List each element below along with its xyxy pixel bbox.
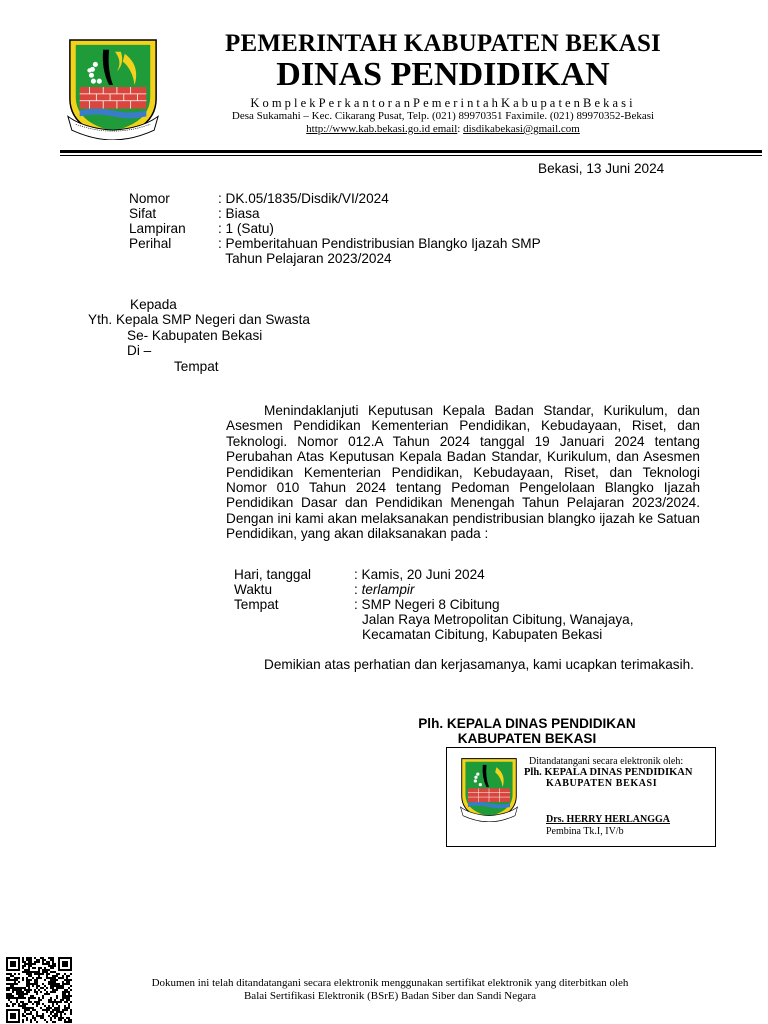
- meta-label-perihal: Perihal: [129, 236, 172, 251]
- letterhead-contact: [178, 123, 708, 135]
- recipient-se: Se- Kabupaten Bekasi: [127, 327, 263, 343]
- meta-value-perihal: : Pemberitahuan Pendistribusian Blangko Ijazah SMP: [218, 236, 541, 251]
- detail-waktu-colon: :: [354, 582, 362, 597]
- signatory-title: [392, 716, 662, 747]
- letterhead-complex: KomplekPerkantoranPemerintahKabupatenBekasi: [250, 96, 636, 110]
- letterhead-rule-thin: [60, 155, 762, 156]
- meta-label-nomor: Nomor: [129, 191, 170, 206]
- detail-label-hari-tanggal: Hari, tanggal: [234, 567, 312, 582]
- footer-certificate-line2: Balai Sertifikasi Elektronik (BSrE) Badan Siber dan Sandi Negara: [243, 990, 537, 1002]
- meta-label-lampiran: Lampiran: [129, 221, 186, 236]
- detail-label-tempat: Tempat: [234, 597, 279, 612]
- signatory-title-line1: Plh. KEPALA DINAS PENDIDIKAN: [418, 716, 636, 731]
- detail-value-waktu: [354, 582, 414, 597]
- letterhead-agency-title: DINAS PENDIDIKAN: [276, 56, 610, 93]
- recipient-yth: Yth. Kepala SMP Negeri dan Swasta: [88, 312, 310, 328]
- meta-label-sifat: Sifat: [129, 206, 157, 221]
- detail-value-tempat-district: Kecamatan Cibitung, Kabupaten Bekasi: [362, 627, 603, 642]
- qr-code-icon: [6, 957, 72, 1023]
- meta-value-perihal-cont: Tahun Pelajaran 2023/2024: [218, 251, 392, 266]
- detail-value-hari-tanggal: : Kamis, 20 Juni 2024: [354, 567, 485, 582]
- signature-position-line2: KABUPATEN BEKASI: [546, 778, 658, 789]
- detail-value-tempat: : SMP Negeri 8 Cibitung: [354, 597, 500, 612]
- meta-value-lampiran: : 1 (Satu): [218, 221, 274, 236]
- letterhead-rule-thick: [60, 150, 762, 153]
- signature-position-line1: Plh. KEPALA DINAS PENDIDIKAN: [524, 767, 693, 778]
- meta-value-sifat: : Biasa: [218, 206, 260, 221]
- email-separator: :: [457, 123, 464, 135]
- signatory-name: Drs. HERRY HERLANGGA: [546, 814, 671, 825]
- letterhead-address: Desa Sukamahi – Kec. Cikarang Pusat, Telp. (021) 89970351 Faximile. (021) 89970352-Bekasi: [231, 110, 655, 122]
- kabupaten-bekasi-logo: [64, 36, 162, 140]
- recipient-tempat: Tempat: [174, 358, 219, 374]
- letter-date: Bekasi, 13 Juni 2024: [538, 161, 665, 176]
- website-link[interactable]: http://www.kab.bekasi.go.id: [306, 123, 431, 135]
- signatory-title-line2: KABUPATEN BEKASI: [457, 731, 597, 747]
- recipient-kepada: Kepada: [130, 297, 177, 312]
- body-paragraph-2: Demikian atas perhatian dan kerjasamanya, kami ucapkan terimakasih.: [264, 657, 694, 672]
- recipient-di: Di –: [127, 343, 152, 359]
- signature-logo-icon: [458, 756, 520, 822]
- body-paragraph-1: Menindaklanjuti Keputusan Kepala Badan Standar, Kurikulum, dan Asesmen Pendidikan Kementerian Pendidikan, Kebudayaan, Riset, dan Teknologi. Nomor 012.A Tahun 2024 tanggal 19 Januari 2024 tentang Perubahan Atas Keputusan Kepala Badan Standar, Kurikulum, dan Asesmen Pendidikan Kementerian Pendidikan, Kebudayaan, Riset, dan Teknologi Nomor 010 Tahun 2024 tentang Pedoman Pengelolaan Blangko Ijazah Pendidikan Dasar dan Pendidikan Menengah Tahun Pelajaran 2023/2024. Dengan ini kami akan melaksanakan pendistribusian blangko ijazah ke Satuan Pendidikan, yang akan dilaksanakan pada :: [226, 403, 700, 542]
- email-label: email: [430, 123, 458, 135]
- footer-certificate-line1: Dokumen ini telah ditandatangani secara elektronik menggunakan sertifikat elektronik yang diterbitkan oleh: [151, 977, 629, 989]
- signatory-rank: Pembina Tk.I, IV/b: [546, 826, 624, 837]
- detail-waktu-text: terlampir: [361, 582, 415, 597]
- detail-value-tempat-street: Jalan Raya Metropolitan Cibitung, Wanajaya,: [362, 612, 634, 627]
- email-link[interactable]: disdikabekasi@gmail.com: [463, 123, 580, 135]
- meta-value-nomor: : DK.05/1835/Disdik/VI/2024: [218, 191, 389, 206]
- letterhead-government-title: PEMERINTAH KABUPATEN BEKASI: [224, 30, 661, 57]
- recipient-block: [88, 297, 310, 374]
- detail-label-waktu: Waktu: [234, 582, 273, 597]
- signature-note: Ditandatangani secara elektronik oleh:: [529, 756, 684, 767]
